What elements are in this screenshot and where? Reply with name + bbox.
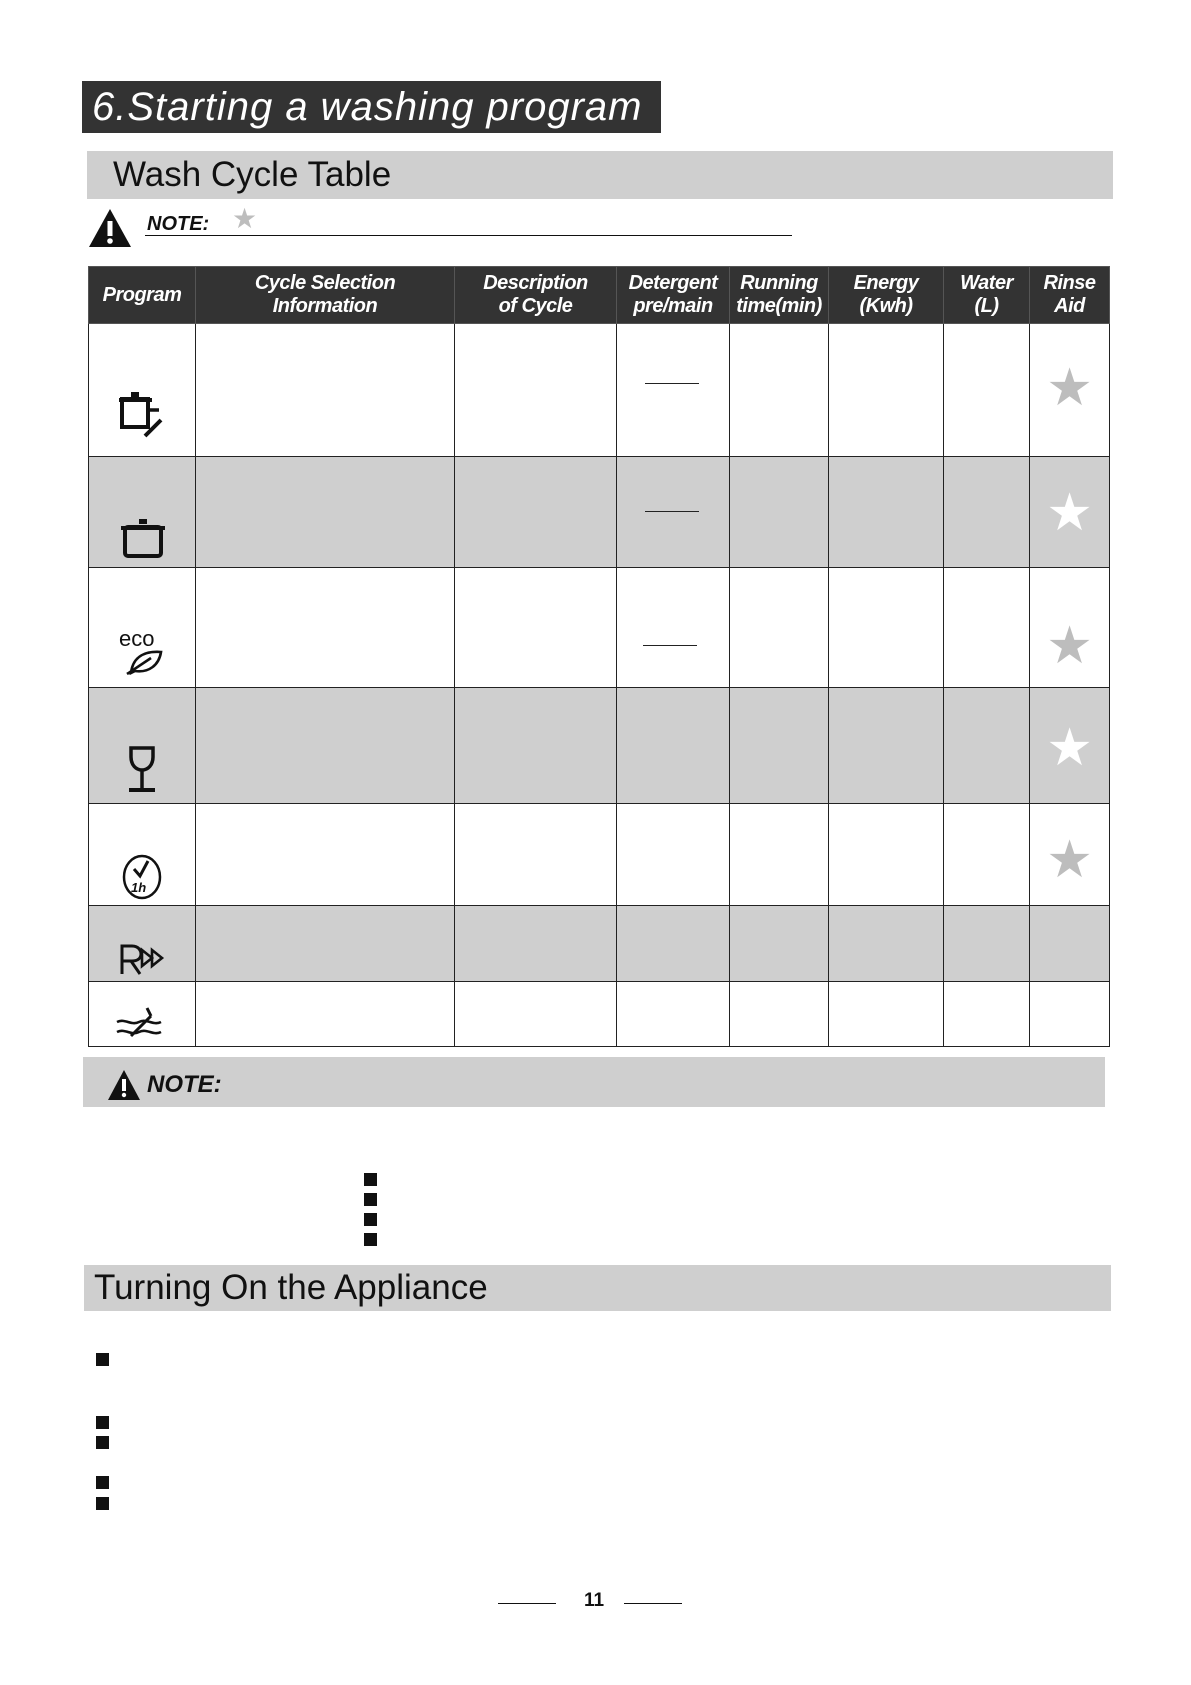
bullet-square: [96, 1497, 109, 1510]
program-cell: [89, 804, 196, 906]
wash-cycle-table: [88, 266, 1110, 1047]
pre-wash-icon: [115, 1006, 163, 1038]
table-row: [89, 804, 1110, 906]
glass-icon: [126, 745, 158, 793]
warning-icon: [107, 1069, 141, 1101]
header-energy: Energy (Kwh): [829, 267, 944, 324]
bullet-square: [364, 1233, 377, 1246]
header-rinse-aid: Rinse Aid: [1030, 267, 1110, 324]
page-number: 11: [584, 1590, 605, 1611]
eco-label: eco: [119, 626, 155, 651]
program-cell: [89, 688, 196, 804]
program-cell: [89, 982, 196, 1047]
table-row: [89, 982, 1110, 1047]
rapid-icon: [118, 943, 168, 975]
table-row: [89, 457, 1110, 568]
bullet-square: [96, 1476, 109, 1489]
program-cell: [89, 324, 196, 457]
rinse-aid-star-icon: ★: [1046, 831, 1093, 889]
program-cell: [89, 906, 196, 982]
table-row: [89, 906, 1110, 982]
bullet-square: [364, 1213, 377, 1226]
rinse-aid-star-icon: ★: [1046, 617, 1093, 675]
program-cell: [89, 457, 196, 568]
wash-cycle-table-band: [87, 151, 1113, 199]
normal-pot-icon: [120, 517, 166, 559]
table-row: [89, 324, 1110, 457]
page-number-line-right: [624, 1603, 682, 1604]
rinse-aid-star-icon: ★: [1046, 719, 1093, 777]
note-label: NOTE:: [147, 1071, 222, 1098]
eco-leaf-icon: [125, 649, 165, 675]
table-row: [89, 568, 1110, 688]
bullet-square: [96, 1416, 109, 1429]
warning-icon: [88, 208, 132, 248]
turning-on-band: [84, 1265, 1111, 1311]
bullet-square: [96, 1436, 109, 1449]
rinse-aid-star-icon: ★: [1046, 484, 1093, 542]
header-detergent: Detergent pre/main: [617, 267, 730, 324]
header-program: Program: [89, 267, 196, 324]
note-label: NOTE:: [147, 213, 210, 235]
header-description: Description of Cycle: [455, 267, 617, 324]
header-running-time: Running time(min): [730, 267, 829, 324]
bullet-square: [364, 1173, 377, 1186]
turning-on-heading: Turning On the Appliance: [94, 1268, 488, 1307]
intensive-pot-icon: [117, 390, 167, 438]
note-band: [83, 1057, 1105, 1107]
note-star-icon: ★: [232, 203, 258, 234]
page-number-line-left: [498, 1603, 556, 1604]
section-title: 6.Starting a washing program: [82, 81, 661, 133]
header-water: Water (L): [944, 267, 1030, 324]
bullet-square: [364, 1193, 377, 1206]
one-hour-label: 1h: [131, 880, 147, 895]
table-row: [89, 688, 1110, 804]
wash-cycle-table-heading: Wash Cycle Table: [113, 155, 392, 194]
note-underline: [145, 235, 792, 236]
header-cycle-selection: Cycle Selection Information: [196, 267, 455, 324]
program-cell: [89, 568, 196, 688]
rinse-aid-star-icon: ★: [1046, 359, 1093, 417]
table-header-row: [89, 267, 1110, 324]
bullet-square: [96, 1353, 109, 1366]
